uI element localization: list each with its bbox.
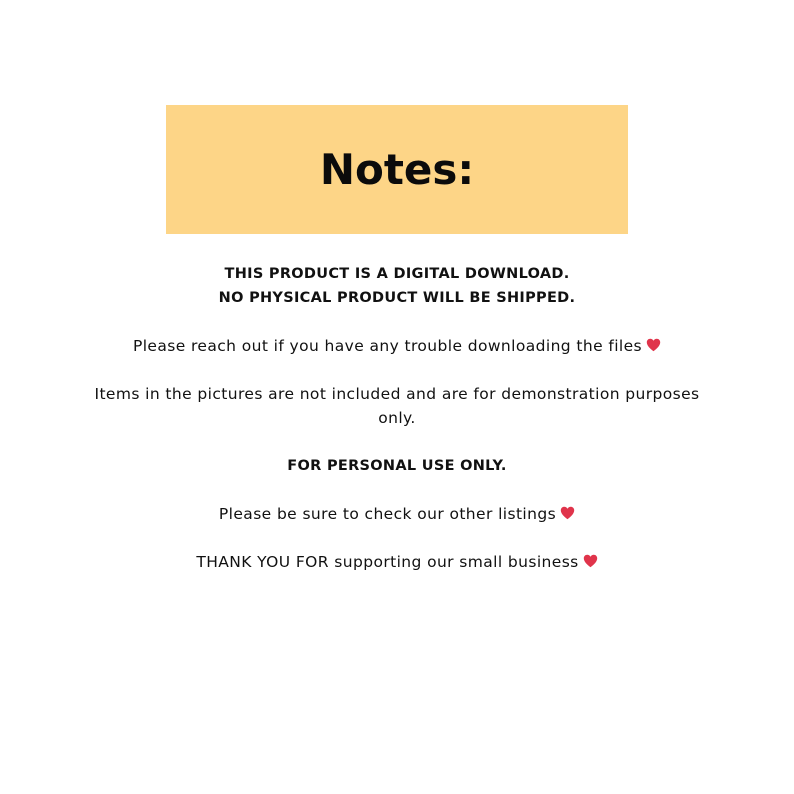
- heart-icon: [583, 554, 598, 568]
- notes-content: [60, 262, 734, 574]
- reach-out-line: [60, 334, 734, 358]
- heart-icon: [646, 338, 661, 352]
- notes-banner: [166, 105, 628, 234]
- reach-out-text: Please reach out if you have any trouble downloading the files: [132, 337, 643, 355]
- items-not-included-line2: only.: [378, 409, 416, 427]
- no-physical-product-notice: NO PHYSICAL PRODUCT WILL BE SHIPPED.: [218, 290, 576, 306]
- check-listings-text: Please be sure to check our other listings: [218, 505, 557, 523]
- page-title: Notes:: [319, 144, 475, 194]
- personal-use-notice: FOR PERSONAL USE ONLY.: [287, 458, 507, 474]
- thank-you-line: [60, 550, 734, 574]
- thank-you-text: THANK YOU FOR supporting our small business: [196, 553, 579, 571]
- items-not-included-line1: Items in the pictures are not included and are for demonstration purposes: [94, 385, 700, 403]
- check-listings-line: [60, 502, 734, 526]
- digital-download-notice: THIS PRODUCT IS A DIGITAL DOWNLOAD.: [224, 266, 570, 282]
- heart-icon: [560, 506, 575, 520]
